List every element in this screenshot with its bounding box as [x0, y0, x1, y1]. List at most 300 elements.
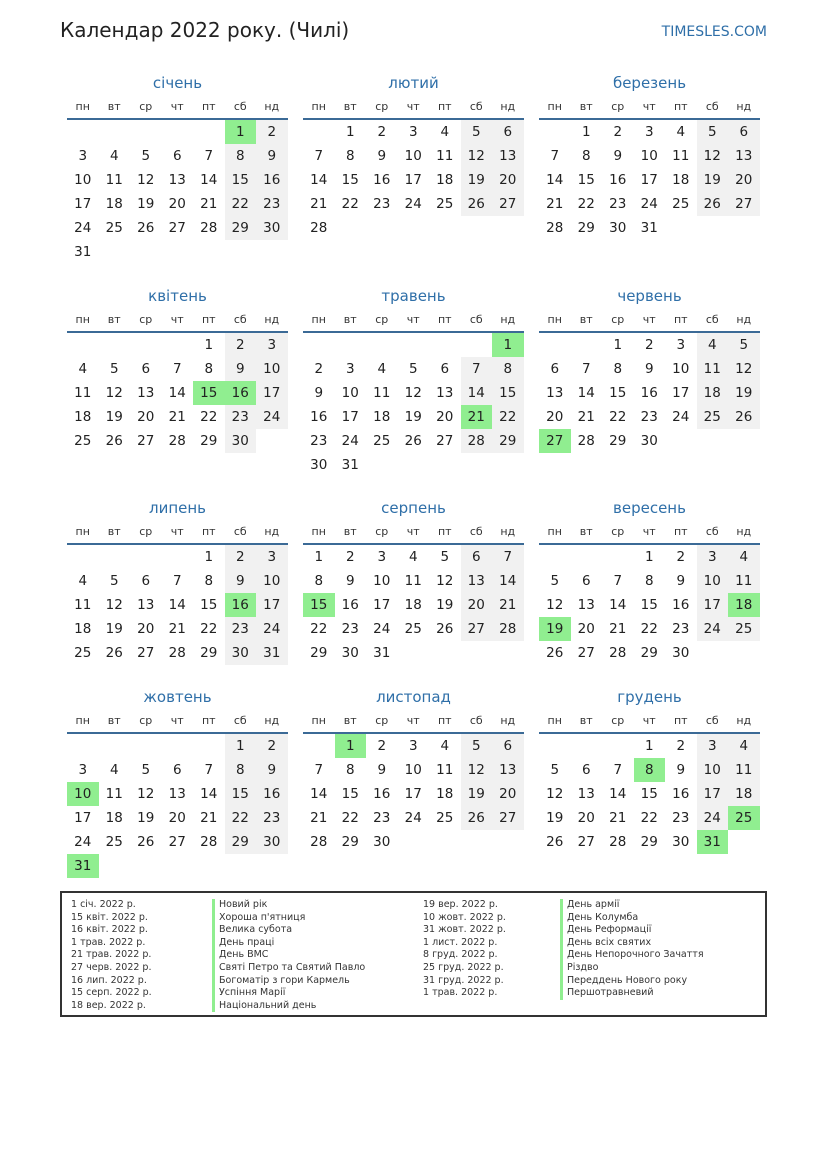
day-cell: 9 [314, 385, 324, 401]
day-cell: 2 [676, 549, 686, 565]
day-cell: 16 [256, 782, 288, 806]
month-block [303, 495, 524, 665]
day-cell: 14 [168, 385, 186, 401]
legend-holiday-name: Велика субота [212, 924, 365, 937]
legend-holiday-name: День всіх святих [560, 937, 704, 950]
month-name: лютий [388, 74, 439, 92]
weekday-label: сб [705, 100, 719, 113]
empty-cell [335, 333, 367, 357]
holiday-day-cell: 19 [539, 617, 571, 641]
day-cell: 24 [74, 220, 92, 236]
day-cell: 13 [728, 144, 760, 168]
weekday-label: нд [264, 100, 280, 113]
month-block [539, 283, 760, 453]
day-cell: 21 [609, 621, 627, 637]
day-cell: 7 [492, 545, 524, 569]
day-cell: 3 [644, 124, 654, 140]
day-cell: 26 [546, 645, 564, 661]
day-cell: 28 [200, 834, 218, 850]
day-cell: 27 [168, 220, 186, 236]
day-cell: 1 [644, 738, 654, 754]
day-cell: 25 [436, 196, 454, 212]
day-cell: 6 [440, 361, 450, 377]
day-cell: 22 [200, 409, 218, 425]
day-cell: 9 [377, 762, 387, 778]
day-cell: 8 [644, 573, 654, 589]
weekday-label: ср [139, 313, 153, 326]
legend-holiday-name: День Реформації [560, 924, 704, 937]
day-cell: 28 [168, 433, 186, 449]
day-cell: 23 [256, 192, 288, 216]
day-cell: 7 [172, 361, 182, 377]
legend-right-names [560, 899, 704, 1000]
day-cell: 28 [609, 834, 627, 850]
weekday-label: вт [343, 714, 357, 727]
weekday-label: пн [75, 313, 90, 326]
month-block [539, 684, 760, 854]
day-cell: 2 [256, 734, 288, 758]
day-cell: 11 [436, 762, 454, 778]
day-cell: 7 [613, 573, 623, 589]
day-cell: 11 [373, 385, 391, 401]
weekday-label: вт [107, 525, 121, 538]
day-cell: 25 [373, 433, 391, 449]
day-cell: 25 [697, 405, 729, 429]
weekday-label: чт [642, 525, 656, 538]
day-cell: 7 [314, 148, 324, 164]
day-cell: 18 [697, 381, 729, 405]
weekday-label: вт [107, 100, 121, 113]
empty-cell [571, 734, 603, 758]
day-grid [303, 333, 524, 477]
weekday-label: нд [500, 100, 516, 113]
day-cell: 30 [256, 216, 288, 240]
day-cell: 4 [728, 545, 760, 569]
day-cell: 16 [609, 172, 627, 188]
day-cell: 23 [341, 621, 359, 637]
weekday-label: вт [579, 313, 593, 326]
day-cell: 15 [225, 168, 257, 192]
month-name: липень [148, 499, 207, 517]
legend-holiday-date: 25 груд. 2022 р. [423, 961, 504, 973]
day-cell: 20 [577, 810, 595, 826]
day-cell: 15 [640, 786, 658, 802]
day-cell: 23 [609, 196, 627, 212]
day-cell: 3 [345, 361, 355, 377]
day-cell: 3 [408, 738, 418, 754]
day-cell: 4 [377, 361, 387, 377]
day-cell: 25 [74, 645, 92, 661]
empty-cell [366, 333, 398, 357]
weekday-label: пн [75, 714, 90, 727]
day-cell: 25 [404, 621, 422, 637]
day-cell: 29 [225, 830, 257, 854]
day-cell: 9 [644, 361, 654, 377]
day-cell: 18 [74, 409, 92, 425]
day-cell: 14 [609, 597, 627, 613]
day-cell: 30 [256, 830, 288, 854]
day-cell: 13 [436, 385, 454, 401]
weekday-label: чт [170, 100, 184, 113]
weekday-label: сб [469, 714, 483, 727]
day-cell: 3 [78, 762, 88, 778]
weekday-label: сб [233, 525, 247, 538]
legend-holiday-name: День Непорочного Зачаття [560, 949, 704, 962]
day-cell: 11 [404, 573, 422, 589]
day-cell: 6 [581, 573, 591, 589]
day-cell: 27 [168, 834, 186, 850]
empty-cell [67, 545, 99, 569]
month-name: травень [381, 287, 446, 305]
day-cell: 18 [373, 409, 391, 425]
weekday-label: сб [233, 100, 247, 113]
day-cell: 5 [728, 333, 760, 357]
weekday-label: нд [736, 100, 752, 113]
day-cell: 12 [137, 172, 155, 188]
month-name: грудень [617, 688, 682, 706]
day-cell: 1 [613, 337, 623, 353]
day-cell: 18 [672, 172, 690, 188]
day-cell: 22 [640, 810, 658, 826]
day-cell: 26 [697, 192, 729, 216]
empty-cell [67, 333, 99, 357]
day-cell: 13 [461, 569, 493, 593]
day-cell: 13 [577, 786, 595, 802]
day-cell: 21 [200, 810, 218, 826]
weekday-label: нд [500, 714, 516, 727]
day-cell: 4 [440, 124, 450, 140]
legend-holiday-name: Національний день [212, 1000, 365, 1013]
weekday-label: пн [547, 313, 562, 326]
day-cell: 14 [200, 786, 218, 802]
empty-cell [130, 120, 162, 144]
legend-holiday-date: 8 груд. 2022 р. [423, 949, 498, 961]
empty-cell [67, 120, 99, 144]
day-cell: 22 [341, 196, 359, 212]
legend-left-names [212, 899, 365, 1012]
empty-cell [162, 120, 194, 144]
day-cell: 24 [74, 834, 92, 850]
day-cell: 27 [137, 433, 155, 449]
day-cell: 24 [341, 433, 359, 449]
day-cell: 23 [225, 405, 257, 429]
weekday-label: сб [705, 714, 719, 727]
weekday-label: пн [547, 100, 562, 113]
day-cell: 20 [492, 782, 524, 806]
empty-cell [303, 333, 335, 357]
day-cell: 22 [609, 409, 627, 425]
day-cell: 23 [373, 196, 391, 212]
day-cell: 30 [672, 834, 690, 850]
day-cell: 28 [310, 220, 328, 236]
empty-cell [162, 333, 194, 357]
day-cell: 2 [345, 549, 355, 565]
day-cell: 19 [546, 810, 564, 826]
weekday-label: нд [500, 525, 516, 538]
day-cell: 17 [256, 381, 288, 405]
day-cell: 21 [492, 593, 524, 617]
day-cell: 10 [256, 357, 288, 381]
weekday-label: вт [579, 100, 593, 113]
day-cell: 20 [728, 168, 760, 192]
day-cell: 1 [345, 124, 355, 140]
weekday-header [67, 309, 288, 333]
weekday-header [303, 96, 524, 120]
legend-holiday-date: 1 трав. 2022 р. [423, 987, 498, 999]
legend-holiday-date: 16 квіт. 2022 р. [71, 924, 148, 936]
holiday-day-cell: 25 [728, 806, 760, 830]
day-grid [539, 545, 760, 665]
day-cell: 7 [204, 148, 214, 164]
holiday-day-cell: 15 [193, 381, 225, 405]
weekday-label: вт [343, 100, 357, 113]
day-cell: 24 [373, 621, 391, 637]
day-cell: 19 [105, 409, 123, 425]
day-cell: 28 [577, 433, 595, 449]
empty-cell [571, 545, 603, 569]
weekday-label: пн [311, 714, 326, 727]
day-cell: 31 [74, 244, 92, 260]
day-cell: 24 [404, 810, 422, 826]
day-cell: 29 [310, 645, 328, 661]
legend-holiday-name: День ВМС [212, 949, 365, 962]
day-cell: 2 [613, 124, 623, 140]
day-cell: 6 [141, 573, 151, 589]
day-cell: 5 [440, 549, 450, 565]
weekday-label: нд [736, 525, 752, 538]
holiday-day-cell: 10 [67, 782, 99, 806]
day-cell: 25 [105, 834, 123, 850]
day-cell: 14 [310, 172, 328, 188]
day-cell: 15 [577, 172, 595, 188]
weekday-label: ср [375, 313, 389, 326]
month-name: серпень [381, 499, 446, 517]
day-cell: 26 [404, 433, 422, 449]
holiday-day-cell: 27 [539, 429, 571, 453]
day-cell: 17 [404, 786, 422, 802]
day-cell: 10 [74, 172, 92, 188]
day-cell: 20 [168, 196, 186, 212]
day-cell: 3 [408, 124, 418, 140]
month-name: січень [152, 74, 203, 92]
day-cell: 6 [581, 762, 591, 778]
empty-cell [99, 333, 131, 357]
day-cell: 27 [436, 433, 454, 449]
day-cell: 6 [728, 120, 760, 144]
weekday-label: ср [611, 100, 625, 113]
day-cell: 1 [314, 549, 324, 565]
day-cell: 4 [78, 573, 88, 589]
day-cell: 15 [341, 172, 359, 188]
day-cell: 17 [697, 593, 729, 617]
day-cell: 24 [404, 196, 422, 212]
day-cell: 16 [373, 172, 391, 188]
weekday-label: сб [469, 525, 483, 538]
day-cell: 4 [109, 762, 119, 778]
day-cell: 2 [644, 337, 654, 353]
day-cell: 8 [225, 758, 257, 782]
day-cell: 9 [377, 148, 387, 164]
day-grid [303, 734, 524, 854]
day-cell: 27 [577, 834, 595, 850]
empty-cell [602, 734, 634, 758]
empty-cell [67, 734, 99, 758]
empty-cell [99, 545, 131, 569]
weekday-label: пт [437, 525, 452, 538]
legend-holiday-name: Богоматір з гори Кармель [212, 975, 365, 988]
day-cell: 14 [609, 786, 627, 802]
day-cell: 16 [640, 385, 658, 401]
day-cell: 29 [577, 220, 595, 236]
weekday-label: сб [233, 714, 247, 727]
day-cell: 23 [672, 621, 690, 637]
day-cell: 8 [225, 144, 257, 168]
month-name: квітень [148, 287, 207, 305]
weekday-label: пт [201, 525, 216, 538]
site-link[interactable]: TIMESLES.COM [661, 24, 767, 40]
day-cell: 29 [640, 834, 658, 850]
weekday-label: ср [375, 714, 389, 727]
day-cell: 21 [200, 196, 218, 212]
day-cell: 9 [256, 144, 288, 168]
day-cell: 29 [640, 645, 658, 661]
day-cell: 30 [225, 429, 257, 453]
day-cell: 23 [373, 810, 391, 826]
day-cell: 9 [613, 148, 623, 164]
day-cell: 18 [105, 810, 123, 826]
weekday-header [539, 521, 760, 545]
day-cell: 27 [461, 617, 493, 641]
day-cell: 7 [172, 573, 182, 589]
day-cell: 26 [728, 405, 760, 429]
day-cell: 14 [310, 786, 328, 802]
day-grid [67, 734, 288, 878]
day-cell: 30 [672, 645, 690, 661]
day-cell: 21 [168, 409, 186, 425]
day-cell: 10 [373, 573, 391, 589]
day-cell: 16 [310, 409, 328, 425]
day-cell: 21 [310, 196, 328, 212]
empty-cell [571, 333, 603, 357]
weekday-label: нд [736, 313, 752, 326]
day-cell: 30 [310, 457, 328, 473]
day-cell: 4 [78, 361, 88, 377]
weekday-label: чт [406, 313, 420, 326]
day-cell: 14 [461, 381, 493, 405]
day-cell: 16 [256, 168, 288, 192]
day-cell: 2 [256, 120, 288, 144]
day-cell: 12 [697, 144, 729, 168]
weekday-label: сб [469, 313, 483, 326]
weekday-label: пт [673, 525, 688, 538]
weekday-label: пт [201, 714, 216, 727]
legend-holiday-date: 16 лип. 2022 р. [71, 974, 147, 986]
month-name: жовтень [143, 688, 212, 706]
day-cell: 11 [74, 597, 92, 613]
weekday-label: чт [170, 313, 184, 326]
day-cell: 22 [492, 405, 524, 429]
day-cell: 22 [225, 192, 257, 216]
day-cell: 11 [728, 758, 760, 782]
day-cell: 23 [640, 409, 658, 425]
day-cell: 18 [404, 597, 422, 613]
day-cell: 30 [609, 220, 627, 236]
empty-cell [130, 734, 162, 758]
day-cell: 19 [728, 381, 760, 405]
day-cell: 6 [492, 734, 524, 758]
day-cell: 26 [461, 806, 493, 830]
empty-cell [539, 734, 571, 758]
weekday-label: вт [107, 313, 121, 326]
month-block [67, 283, 288, 453]
legend-holiday-date: 15 квіт. 2022 р. [71, 911, 148, 923]
day-cell: 10 [256, 569, 288, 593]
day-cell: 18 [105, 196, 123, 212]
weekday-label: чт [406, 714, 420, 727]
day-cell: 4 [408, 549, 418, 565]
weekday-label: ср [611, 313, 625, 326]
day-cell: 7 [314, 762, 324, 778]
weekday-label: нд [264, 714, 280, 727]
day-cell: 9 [676, 573, 686, 589]
legend-holiday-name: Різдво [560, 962, 704, 975]
day-cell: 4 [440, 738, 450, 754]
day-cell: 19 [697, 168, 729, 192]
day-cell: 1 [204, 337, 214, 353]
legend-holiday-name: Першотравневий [560, 987, 704, 1000]
weekday-label: ср [139, 714, 153, 727]
day-cell: 11 [728, 569, 760, 593]
day-cell: 26 [137, 220, 155, 236]
holiday-day-cell: 1 [492, 333, 524, 357]
day-cell: 28 [310, 834, 328, 850]
weekday-label: нд [264, 525, 280, 538]
day-cell: 13 [546, 385, 564, 401]
weekday-label: пт [437, 714, 452, 727]
day-cell: 23 [225, 617, 257, 641]
day-cell: 18 [436, 786, 454, 802]
day-cell: 27 [137, 645, 155, 661]
empty-cell [193, 734, 225, 758]
day-cell: 17 [74, 810, 92, 826]
day-cell: 4 [728, 734, 760, 758]
weekday-label: ср [611, 525, 625, 538]
day-grid [67, 120, 288, 264]
day-cell: 13 [492, 758, 524, 782]
day-cell: 28 [200, 220, 218, 236]
day-cell: 20 [546, 409, 564, 425]
day-cell: 3 [377, 549, 387, 565]
day-cell: 15 [492, 381, 524, 405]
weekday-label: пн [75, 100, 90, 113]
day-cell: 16 [341, 597, 359, 613]
day-cell: 26 [436, 621, 454, 637]
day-cell: 8 [581, 148, 591, 164]
day-cell: 11 [672, 148, 690, 164]
day-cell: 10 [404, 762, 422, 778]
weekday-header [539, 710, 760, 734]
weekday-label: пн [311, 525, 326, 538]
day-cell: 26 [105, 645, 123, 661]
day-cell: 15 [609, 385, 627, 401]
day-cell: 24 [672, 409, 690, 425]
day-cell: 11 [697, 357, 729, 381]
weekday-label: вт [343, 313, 357, 326]
day-cell: 17 [697, 782, 729, 806]
day-cell: 17 [672, 385, 690, 401]
day-cell: 27 [492, 806, 524, 830]
day-cell: 8 [204, 573, 214, 589]
